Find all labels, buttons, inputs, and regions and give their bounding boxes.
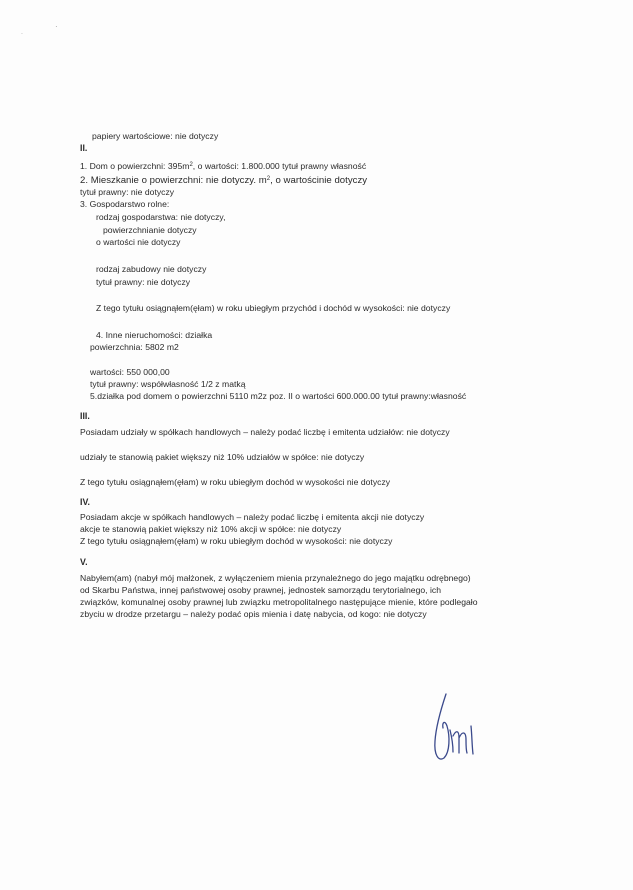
farm-heading: 3. Gospodarstwo rolne: (80, 199, 170, 209)
section-iii-heading: III. (80, 411, 90, 421)
house-line-text: 1. Dom o powierzchni: 395m (80, 161, 190, 171)
farm-type-line: rodzaj gospodarstwa: nie dotyczy, (96, 212, 226, 222)
handwritten-signature (426, 686, 486, 766)
stocks-package-line: akcje te stanowią pakiet większy niż 10% akcji w spółce: nie dotyczy (80, 524, 342, 534)
section-v-heading: V. (80, 557, 88, 567)
shares-line: Posiadam udziały w spółkach handlowych – należy podać liczbę i emitenta udziałów: nie dotyczy (80, 427, 450, 437)
scan-artifact-mark: · (55, 22, 58, 31)
apartment-line-text: 2. Mieszkanie o powierzchni: nie dotyczy. m (80, 175, 267, 186)
house-line-text-end: , o wartości: 1.800.000 tytuł prawny własność (192, 161, 367, 171)
farm-area-line: powierzchnianie dotyczy (103, 225, 197, 235)
squared-superscript: 2 (266, 176, 271, 182)
section-iv-heading: IV. (80, 497, 91, 507)
stocks-income-line: Z tego tytułu osiągnąłem(ęłam) w roku ubiegłym dochód w wysokości: nie dotyczy (80, 536, 393, 546)
farm-value-line: o wartości nie dotyczy (96, 237, 181, 247)
shares-package-line: udziały te stanowią pakiet większy niż 10% udziałów w spółce: nie dotyczy (80, 452, 365, 462)
farm-income-line: Z tego tytułu osiągnąłem(ęłam) w roku ubiegłym przychód i dochód w wysokości: nie dotyczy (96, 303, 451, 313)
acquired-line-3: związków, komunalnej osoby prawnej lub związku metropolitalnego następujące mienie, które podlegało (80, 597, 478, 607)
house-line (80, 160, 366, 172)
stocks-line: Posiadam akcje w spółkach handlowych – należy podać liczbę i emitenta akcji nie dotyczy (80, 512, 425, 522)
building-type-line: rodzaj zabudowy nie dotyczy (96, 264, 207, 274)
co-ownership-line: tytuł prawny: współwłasność 1/2 z matką (90, 379, 246, 389)
acquired-line-1: Nabyłem(am) (nabył mój małżonek, z wyłączeniem mienia przynależnego do jego majątku odrębnego) (80, 573, 471, 583)
house-plot-line: 5.działka pod domem o powierzchni 5110 m2z poz. II o wartości 600.000.00 tytuł prawny:własność (90, 391, 467, 401)
acquired-line-2: od Skarbu Państwa, innej państwowej osoby prawnej, jednostek samorządu terytorialnego, ich (80, 585, 442, 595)
plot-value-line: wartości: 550 000,00 (90, 367, 170, 377)
apartment-line (80, 174, 367, 186)
apartment-line-text-end: , o wartościnie dotyczy (270, 175, 368, 186)
legal-title-line: tytuł prawny: nie dotyczy (96, 277, 191, 287)
section-ii-heading: II. (80, 143, 88, 153)
legal-title-line: tytuł prawny: nie dotyczy (80, 187, 175, 197)
plot-area-line: powierzchnia: 5802 m2 (90, 342, 179, 352)
acquired-line-4: zbyciu w drodze przetargu – należy podać opis mienia i datę nabycia, od kogo: nie dotyczy (80, 609, 427, 619)
squared-superscript: 2 (189, 162, 193, 168)
securities-line: papiery wartościowe: nie dotyczy (92, 131, 219, 141)
scan-artifact-mark: ˙ (21, 32, 24, 41)
shares-income-line: Z tego tytułu osiągnąłem(ęłam) w roku ubiegłym dochód w wysokości nie dotyczy (80, 477, 391, 487)
other-property-line: 4. Inne nieruchomości: działka (96, 330, 213, 340)
